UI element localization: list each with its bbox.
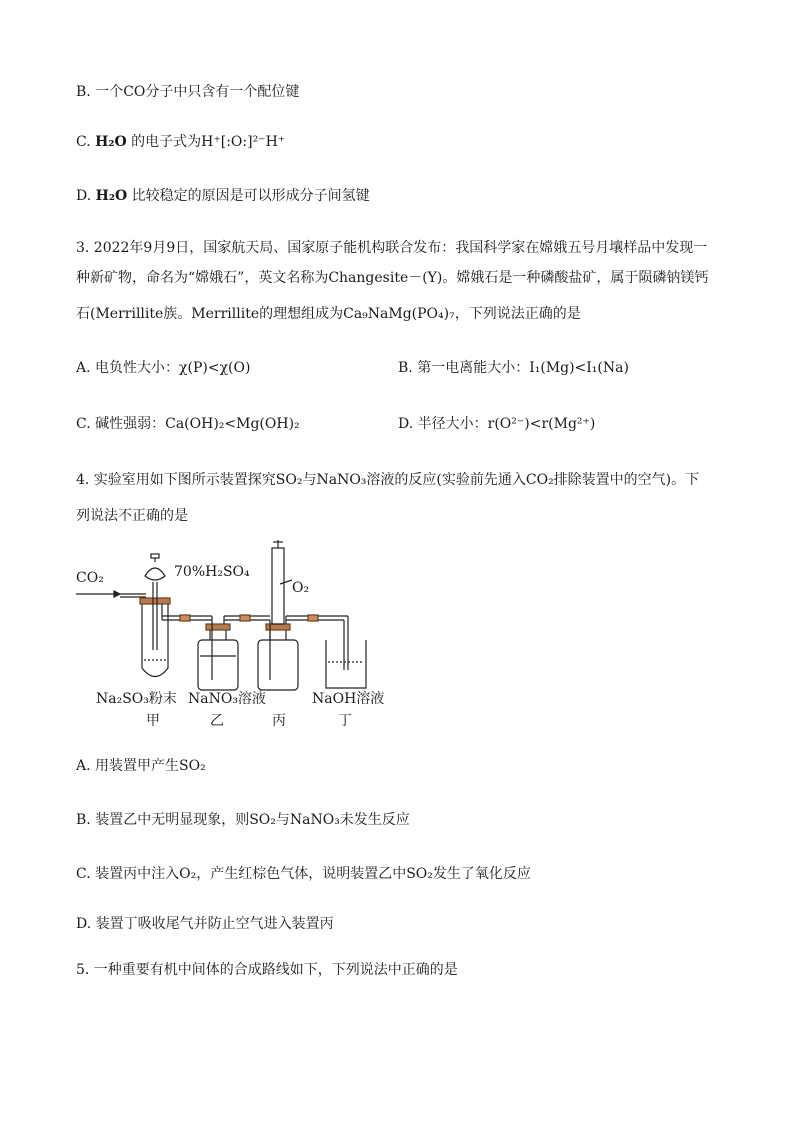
q2-option-c-molecule: H₂O	[95, 134, 127, 150]
q3-stem-line1: 3. 2022年9月9日，国家航天局、国家原子能机构联合发布：我国科学家在嫦娥五号月壤样品中发现一	[76, 240, 708, 256]
co2-label: CO₂	[76, 570, 104, 586]
q2-option-d-text: 比较稳定的原因是可以形成分子间氢键	[131, 188, 370, 204]
q3-option-a: A. 电负性大小：χ(P)<χ(O)	[76, 360, 251, 376]
q3-stem-line3: 石(Merrillite族。Merrillite的理想组成为Ca₉NaMg(PO₄)₇，下列说法正确的是	[76, 306, 581, 322]
q2-option-c-text: 的电子式为H⁺[:O:]²⁻H⁺	[131, 134, 286, 150]
apparatus-figure	[70, 540, 400, 730]
q2-option-d-label: D.	[76, 188, 92, 204]
apparatus-b-name: 乙	[210, 713, 224, 729]
q3-stem-line2: 种新矿物，命名为“嫦娥石”，英文名称为Changesite－(Y)。嫦娥石是一种磷酸盐矿，属于陨磷钠镁钙	[76, 270, 709, 286]
q3-option-c: C. 碱性强弱：Ca(OH)₂<Mg(OH)₂	[76, 416, 300, 432]
reagent-a-label: Na₂SO₃粉末	[96, 691, 177, 707]
q5-stem-line1: 5. 一种重要有机中间体的合成路线如下，下列说法中正确的是	[76, 962, 458, 978]
q2-option-c-label: C.	[76, 134, 91, 150]
q4-option-a: A. 用装置甲产生SO₂	[76, 758, 206, 774]
reagent-b-label: NaNO₃溶液	[188, 691, 266, 707]
q4-stem-line1: 4. 实验室用如下图所示装置探究SO₂与NaNO₃溶液的反应(实验前先通入CO₂排除装置中的空气)。下	[76, 472, 700, 488]
q4-option-d: D. 装置丁吸收尾气并防止空气进入装置丙	[76, 916, 334, 932]
q3-option-d: D. 半径大小：r(O²⁻)<r(Mg²⁺)	[398, 416, 596, 432]
apparatus-a-name: 甲	[146, 713, 160, 729]
q4-option-b: B. 装置乙中无明显现象，则SO₂与NaNO₃未发生反应	[76, 812, 410, 828]
q2-option-c	[76, 132, 285, 152]
q2-option-b: B. 一个CO分子中只含有一个配位键	[76, 84, 300, 100]
apparatus-d-name: 丁	[338, 713, 352, 729]
q4-option-c: C. 装置丙中注入O₂，产生红棕色气体，说明装置乙中SO₂发生了氧化反应	[76, 866, 531, 882]
apparatus-c-name: 丙	[272, 713, 286, 729]
q2-option-d-molecule: H₂O	[95, 188, 128, 204]
q3-option-b: B. 第一电离能大小：I₁(Mg)<I₁(Na)	[398, 360, 629, 376]
reagent-d-label: NaOH溶液	[312, 691, 385, 707]
acid-label: 70%H₂SO₄	[174, 564, 250, 580]
o2-label: O₂	[292, 580, 310, 596]
q4-stem-line2: 列说法不正确的是	[76, 508, 188, 524]
q2-option-d	[76, 186, 370, 206]
